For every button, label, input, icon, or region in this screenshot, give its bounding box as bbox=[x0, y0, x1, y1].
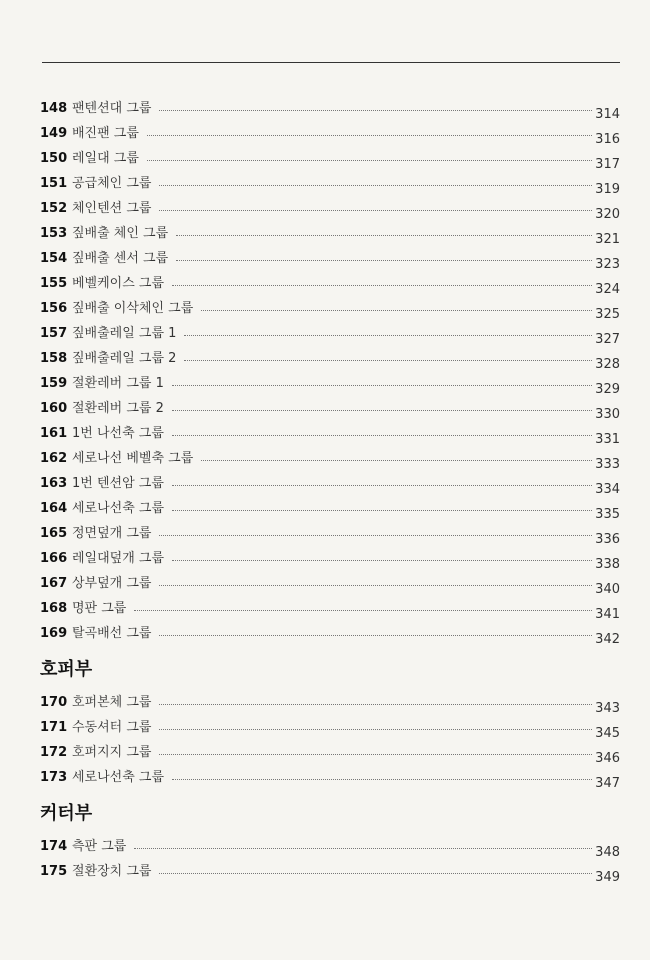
entry-number: 155 bbox=[40, 276, 68, 291]
entry-title: 절환레버 그룹 1 bbox=[72, 376, 164, 391]
section-title: 커터부 bbox=[40, 803, 93, 824]
dot-leader bbox=[147, 135, 592, 136]
section-title: 호퍼부 bbox=[40, 659, 93, 680]
toc-entry bbox=[40, 592, 620, 622]
toc-entry bbox=[40, 567, 620, 597]
toc-entry bbox=[40, 117, 620, 147]
dot-leader bbox=[159, 585, 592, 586]
entry-number: 161 bbox=[40, 426, 68, 441]
dot-leader bbox=[172, 510, 592, 511]
dot-leader bbox=[147, 160, 592, 161]
entry-number: 170 bbox=[40, 695, 68, 710]
dot-leader bbox=[184, 335, 592, 336]
entry-title: 짚배출레일 그룹 2 bbox=[72, 351, 177, 366]
entry-page-number: 341 bbox=[595, 607, 620, 622]
toc-entry bbox=[40, 617, 620, 647]
entry-number: 175 bbox=[40, 864, 68, 879]
entry-number: 153 bbox=[40, 226, 68, 241]
entry-title: 호퍼본체 그룹 bbox=[72, 695, 152, 710]
dot-leader bbox=[159, 704, 592, 705]
toc-entry bbox=[40, 542, 620, 572]
toc-entry bbox=[40, 711, 620, 741]
entry-page-number: 342 bbox=[595, 632, 620, 647]
entry-number: 173 bbox=[40, 770, 68, 785]
entry-page-number: 348 bbox=[595, 845, 620, 860]
entry-title: 수동셔터 그룹 bbox=[72, 720, 152, 735]
toc-section bbox=[40, 92, 620, 647]
entry-title: 1번 텐션암 그룹 bbox=[72, 476, 164, 491]
entry-number: 163 bbox=[40, 476, 68, 491]
entry-page-number: 333 bbox=[595, 457, 620, 472]
toc-entry bbox=[40, 517, 620, 547]
entry-page-number: 336 bbox=[595, 532, 620, 547]
dot-leader bbox=[159, 729, 592, 730]
entry-title: 짚배출 센서 그룹 bbox=[72, 251, 169, 266]
entry-page-number: 314 bbox=[595, 107, 620, 122]
entry-page-number: 325 bbox=[595, 307, 620, 322]
dot-leader bbox=[159, 754, 592, 755]
entry-page-number: 346 bbox=[595, 751, 620, 766]
entry-page-number: 319 bbox=[595, 182, 620, 197]
entry-number: 166 bbox=[40, 551, 68, 566]
entry-number: 152 bbox=[40, 201, 68, 216]
entry-title: 세로나선 베벨축 그룹 bbox=[72, 451, 194, 466]
entry-page-number: 338 bbox=[595, 557, 620, 572]
entry-title: 팬텐션대 그룹 bbox=[72, 101, 152, 116]
entry-page-number: 340 bbox=[595, 582, 620, 597]
entry-title: 짚배출레일 그룹 1 bbox=[72, 326, 177, 341]
toc-entry bbox=[40, 761, 620, 791]
dot-leader bbox=[172, 779, 592, 780]
entry-title: 배진팬 그룹 bbox=[72, 126, 139, 141]
dot-leader bbox=[172, 560, 592, 561]
entry-page-number: 316 bbox=[595, 132, 620, 147]
entry-title: 공급체인 그룹 bbox=[72, 176, 152, 191]
entry-number: 150 bbox=[40, 151, 68, 166]
entry-page-number: 335 bbox=[595, 507, 620, 522]
toc-entry bbox=[40, 242, 620, 272]
toc-entry bbox=[40, 342, 620, 372]
entry-page-number: 347 bbox=[595, 776, 620, 791]
header-rule bbox=[42, 62, 620, 63]
dot-leader bbox=[172, 285, 592, 286]
entry-page-number: 343 bbox=[595, 701, 620, 716]
entry-number: 158 bbox=[40, 351, 68, 366]
entry-title: 짚배출 이삭체인 그룹 bbox=[72, 301, 194, 316]
toc-entry bbox=[40, 392, 620, 422]
entry-title: 짚배출 체인 그룹 bbox=[72, 226, 169, 241]
table-of-contents bbox=[40, 92, 620, 885]
entry-number: 167 bbox=[40, 576, 68, 591]
entry-number: 148 bbox=[40, 101, 68, 116]
entry-title: 정면덮개 그룹 bbox=[72, 526, 152, 541]
entry-number: 160 bbox=[40, 401, 68, 416]
entry-page-number: 331 bbox=[595, 432, 620, 447]
dot-leader bbox=[176, 260, 592, 261]
entry-page-number: 323 bbox=[595, 257, 620, 272]
toc-entry bbox=[40, 467, 620, 497]
dot-leader bbox=[134, 848, 592, 849]
dot-leader bbox=[172, 385, 592, 386]
entry-number: 165 bbox=[40, 526, 68, 541]
dot-leader bbox=[201, 310, 592, 311]
entry-number: 174 bbox=[40, 839, 68, 854]
entry-number: 149 bbox=[40, 126, 68, 141]
entry-page-number: 324 bbox=[595, 282, 620, 297]
toc-entry bbox=[40, 292, 620, 322]
toc-entry bbox=[40, 317, 620, 347]
toc-entry bbox=[40, 267, 620, 297]
entry-title: 레일대덮개 그룹 bbox=[72, 551, 165, 566]
entry-number: 154 bbox=[40, 251, 68, 266]
dot-leader bbox=[184, 360, 592, 361]
dot-leader bbox=[159, 873, 592, 874]
toc-entry bbox=[40, 492, 620, 522]
entry-page-number: 320 bbox=[595, 207, 620, 222]
toc-entry bbox=[40, 167, 620, 197]
entry-title: 명판 그룹 bbox=[72, 601, 127, 616]
toc-entry bbox=[40, 442, 620, 472]
entry-title: 측판 그룹 bbox=[72, 839, 127, 854]
dot-leader bbox=[172, 485, 592, 486]
entry-title: 절환레버 그룹 2 bbox=[72, 401, 164, 416]
dot-leader bbox=[201, 460, 592, 461]
dot-leader bbox=[159, 185, 592, 186]
toc-entry bbox=[40, 686, 620, 716]
entry-page-number: 345 bbox=[595, 726, 620, 741]
entry-number: 172 bbox=[40, 745, 68, 760]
entry-number: 156 bbox=[40, 301, 68, 316]
entry-page-number: 330 bbox=[595, 407, 620, 422]
dot-leader bbox=[172, 435, 592, 436]
toc-section bbox=[40, 654, 620, 791]
dot-leader bbox=[134, 610, 592, 611]
toc-entry bbox=[40, 142, 620, 172]
toc-entry bbox=[40, 192, 620, 222]
entry-title: 세로나선축 그룹 bbox=[72, 770, 165, 785]
entry-number: 164 bbox=[40, 501, 68, 516]
entry-number: 151 bbox=[40, 176, 68, 191]
entry-page-number: 317 bbox=[595, 157, 620, 172]
toc-entry bbox=[40, 367, 620, 397]
toc-entry bbox=[40, 855, 620, 885]
entry-title: 체인텐션 그룹 bbox=[72, 201, 152, 216]
entry-number: 162 bbox=[40, 451, 68, 466]
dot-leader bbox=[159, 535, 592, 536]
toc-entry bbox=[40, 92, 620, 122]
entry-title: 레일대 그룹 bbox=[72, 151, 139, 166]
entry-number: 171 bbox=[40, 720, 68, 735]
dot-leader bbox=[159, 635, 592, 636]
entry-page-number: 329 bbox=[595, 382, 620, 397]
entry-page-number: 327 bbox=[595, 332, 620, 347]
toc-entry bbox=[40, 736, 620, 766]
toc-entry bbox=[40, 217, 620, 247]
toc-entry bbox=[40, 830, 620, 860]
entry-title: 호퍼지지 그룹 bbox=[72, 745, 152, 760]
entry-page-number: 328 bbox=[595, 357, 620, 372]
entry-title: 탈곡배선 그룹 bbox=[72, 626, 152, 641]
entry-title: 1번 나선축 그룹 bbox=[72, 426, 164, 441]
entry-number: 159 bbox=[40, 376, 68, 391]
dot-leader bbox=[172, 410, 592, 411]
entry-number: 168 bbox=[40, 601, 68, 616]
entry-page-number: 349 bbox=[595, 870, 620, 885]
toc-section bbox=[40, 798, 620, 885]
entry-title: 절환장치 그룹 bbox=[72, 864, 152, 879]
entry-page-number: 321 bbox=[595, 232, 620, 247]
entry-number: 157 bbox=[40, 326, 68, 341]
dot-leader bbox=[159, 210, 592, 211]
entry-number: 169 bbox=[40, 626, 68, 641]
dot-leader bbox=[159, 110, 592, 111]
entry-title: 상부덮개 그룹 bbox=[72, 576, 152, 591]
entry-page-number: 334 bbox=[595, 482, 620, 497]
dot-leader bbox=[176, 235, 592, 236]
toc-entry bbox=[40, 417, 620, 447]
entry-title: 베벨케이스 그룹 bbox=[72, 276, 165, 291]
entry-title: 세로나선축 그룹 bbox=[72, 501, 165, 516]
